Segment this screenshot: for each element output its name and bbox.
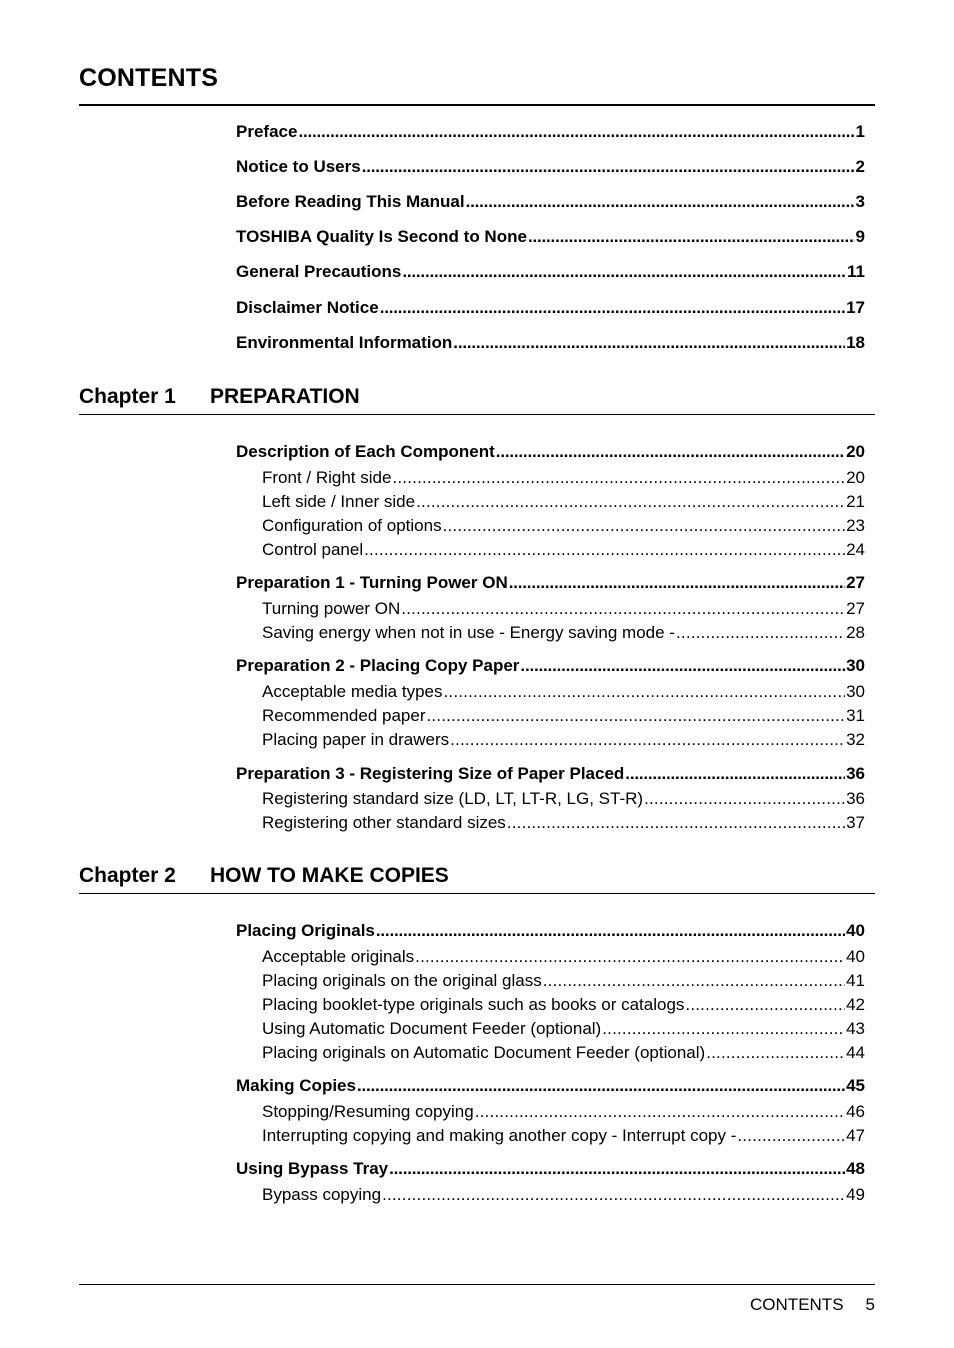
toc-subentry[interactable]: Using Automatic Document Feeder (optional) ..... 43 [262,1019,865,1039]
leader-dots [644,789,845,809]
toc-subentry[interactable]: Configuration of options ..... 23 [262,516,865,536]
leader-dots [362,157,855,177]
toc-subentry[interactable]: Left side / Inner side ..... 21 [262,492,865,512]
leader-dots [357,1076,845,1096]
chapter-rule [79,414,875,415]
toc-subentry[interactable]: Saving energy when not in use - Energy saving mode - ..... 28 [262,623,865,643]
chapter-heading [79,864,449,888]
toc-subentry[interactable]: Interrupting copying and making another copy - Interrupt copy - ..... 47 [262,1126,865,1146]
leader-dots [298,122,854,142]
leader-dots [685,995,845,1015]
toc-entry[interactable]: Environmental Information ..... 18 [236,333,865,353]
footer-rule [79,1284,875,1285]
chapter-title: HOW TO MAKE COPIES [210,864,449,887]
toc-subentry[interactable]: Placing booklet-type originals such as books or catalogs ..... 42 [262,995,865,1015]
page-title: CONTENTS [79,64,219,92]
toc-subentry[interactable]: Placing originals on the original glass ..... 41 [262,971,865,991]
chapter-heading [79,385,360,409]
leader-dots [364,540,845,560]
toc-subentry[interactable]: Placing originals on Automatic Document Feeder (optional) ..... 44 [262,1043,865,1063]
toc-subentry[interactable]: Registering standard size (LD, LT, LT-R, LG, ST-R) ..... 36 [262,789,865,809]
toc-subentry[interactable]: Bypass copying ..... 49 [262,1185,865,1205]
page-number: 5 [865,1295,875,1314]
leader-dots [520,656,845,676]
leader-dots [426,706,845,726]
toc-entry[interactable]: Notice to Users ..... 2 [236,157,865,177]
chapter-title: PREPARATION [210,385,360,408]
toc-entry[interactable]: Preface ..... 1 [236,122,865,142]
leader-dots [444,682,846,702]
leader-dots [415,947,845,967]
leader-dots [416,492,845,512]
toc-section[interactable]: Preparation 2 - Placing Copy Paper ..... 30 [236,656,865,676]
leader-dots [676,623,845,643]
leader-dots [450,730,845,750]
toc-entry[interactable]: TOSHIBA Quality Is Second to None ..... 9 [236,227,865,247]
page-footer [750,1295,875,1315]
chapter-rule [79,893,875,894]
leader-dots [443,516,846,536]
leader-dots [453,333,845,353]
chapter-number: Chapter 1 [79,385,176,408]
leader-dots [496,442,845,462]
leader-dots [509,573,845,593]
leader-dots [466,192,855,212]
title-rule [79,104,875,106]
toc-subentry[interactable]: Acceptable originals ..... 40 [262,947,865,967]
leader-dots [389,1159,845,1179]
toc-subentry[interactable]: Registering other standard sizes ..... 37 [262,813,865,833]
leader-dots [376,921,845,941]
toc-section[interactable]: Description of Each Component ..... 20 [236,442,865,462]
leader-dots [528,227,855,247]
toc-section[interactable]: Placing Originals ..... 40 [236,921,865,941]
toc-subentry[interactable]: Recommended paper ..... 31 [262,706,865,726]
leader-dots [737,1126,845,1146]
footer-label: CONTENTS [750,1295,844,1314]
toc-entry[interactable]: General Precautions ..... 11 [236,262,865,282]
leader-dots [475,1102,845,1122]
toc-section[interactable]: Making Copies ..... 45 [236,1076,865,1096]
leader-dots [382,1185,845,1205]
toc-subentry[interactable]: Stopping/Resuming copying ..... 46 [262,1102,865,1122]
leader-dots [602,1019,845,1039]
toc-entry[interactable]: Disclaimer Notice ..... 17 [236,298,865,318]
toc-section[interactable]: Preparation 1 - Turning Power ON ..... 27 [236,573,865,593]
toc-entry[interactable]: Before Reading This Manual ..... 3 [236,192,865,212]
leader-dots [507,813,845,833]
leader-dots [625,764,845,784]
toc-subentry[interactable]: Front / Right side ..... 20 [262,468,865,488]
leader-dots [401,599,845,619]
toc-section[interactable]: Using Bypass Tray ..... 48 [236,1159,865,1179]
toc-subentry[interactable]: Placing paper in drawers ..... 32 [262,730,865,750]
toc-section[interactable]: Preparation 3 - Registering Size of Paper Placed ..... 36 [236,764,865,784]
leader-dots [543,971,845,991]
chapter-number: Chapter 2 [79,864,176,887]
leader-dots [392,468,845,488]
toc-subentry[interactable]: Acceptable media types ..... 30 [262,682,865,702]
leader-dots [402,262,846,282]
leader-dots [380,298,845,318]
toc-subentry[interactable]: Control panel ..... 24 [262,540,865,560]
toc-subentry[interactable]: Turning power ON ..... 27 [262,599,865,619]
leader-dots [706,1043,845,1063]
